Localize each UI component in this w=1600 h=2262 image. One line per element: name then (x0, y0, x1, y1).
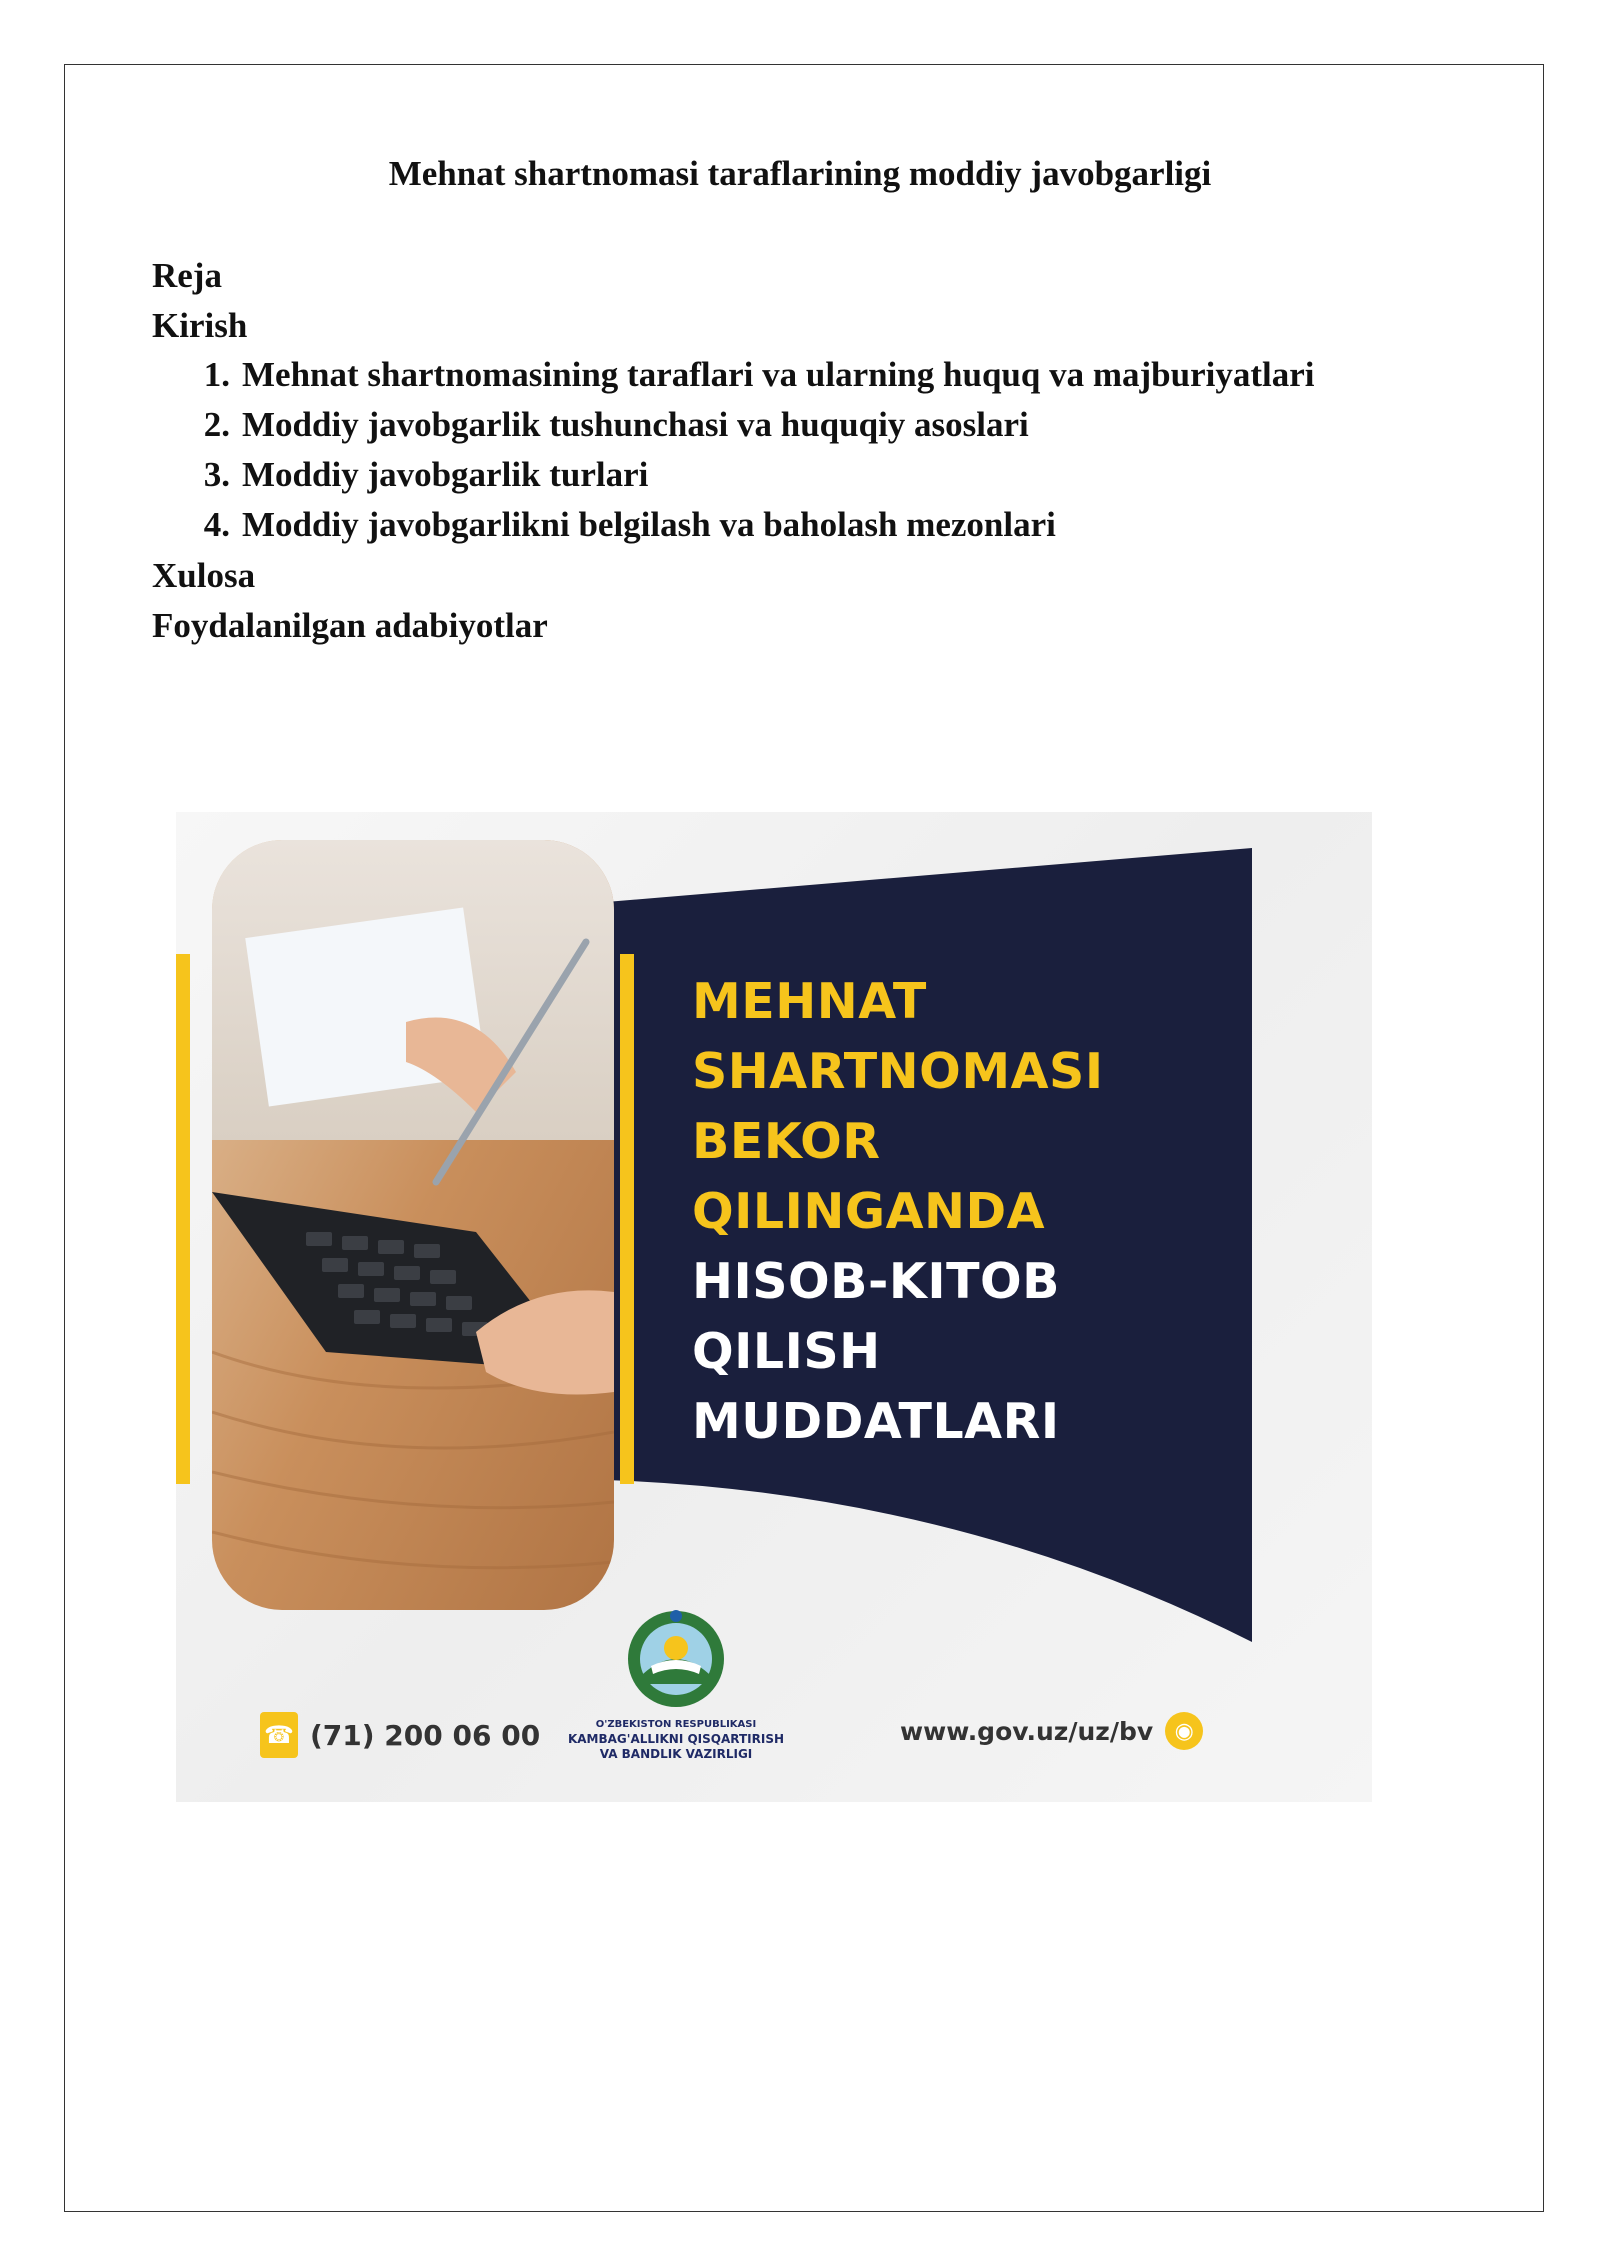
phone-number: (71) 200 06 00 (310, 1718, 541, 1752)
website (900, 1712, 1203, 1750)
plan-item-number: 4. (203, 505, 230, 544)
globe-icon: ◉ (1165, 1712, 1203, 1750)
left-accent-stripe (176, 954, 190, 1484)
website-url: www.gov.uz/uz/bv (900, 1716, 1154, 1746)
conclusion-heading: Xulosa (152, 556, 256, 595)
contact-phone (260, 1712, 540, 1758)
intro-heading: Kirish (152, 306, 248, 345)
plan-item-text: Moddiy javobgarlikni belgilash va baholash mezonlari (242, 505, 1056, 544)
plan-heading: Reja (152, 256, 222, 295)
phone-icon: ☎ (260, 1712, 298, 1758)
references-heading: Foydalanilgan adabiyotlar (152, 606, 548, 645)
state-emblem-icon (621, 1604, 731, 1714)
plan-item (152, 500, 1314, 550)
plan-item (152, 400, 1314, 450)
plan-item-text: Mehnat shartnomasining taraflari va ularning huquq va majburiyatlari (242, 355, 1315, 394)
calculator-photo (212, 840, 614, 1610)
banner-line: QILINGANDA (692, 1183, 1046, 1240)
plan-item-text: Moddiy javobgarlik tushunchasi va huquqiy asoslari (242, 405, 1029, 444)
plan-item (152, 350, 1314, 400)
ministry-line: KAMBAG'ALLIKNI QISQARTIRISH (567, 1732, 785, 1746)
plan-item-number: 2. (203, 405, 230, 444)
plan-list (152, 350, 1314, 550)
banner-image (176, 812, 1372, 1802)
banner-line: HISOB-KITOB (692, 1253, 1060, 1310)
document-title: Mehnat shartnomasi taraflarining moddiy javobgarligi (388, 154, 1212, 193)
plan-item-number: 1. (203, 355, 230, 394)
banner-headline (692, 967, 1104, 1457)
ministry-caption (556, 1717, 796, 1762)
accent-stripe (620, 954, 634, 1484)
plan-item-number: 3. (203, 455, 230, 494)
banner-line: MUDDATLARI (692, 1393, 1060, 1450)
banner-line: BEKOR (692, 1113, 881, 1170)
ministry-line: VA BANDLIK VAZIRLIGI (599, 1747, 753, 1761)
plan-item-text: Moddiy javobgarlik turlari (242, 455, 649, 494)
banner-line: QILISH (692, 1323, 881, 1380)
banner-line: MEHNAT (692, 973, 927, 1030)
banner-line: SHARTNOMASI (692, 1043, 1104, 1100)
ministry-line: O'ZBEKISTON RESPUBLIKASI (595, 1719, 757, 1730)
plan-item (152, 450, 1314, 500)
